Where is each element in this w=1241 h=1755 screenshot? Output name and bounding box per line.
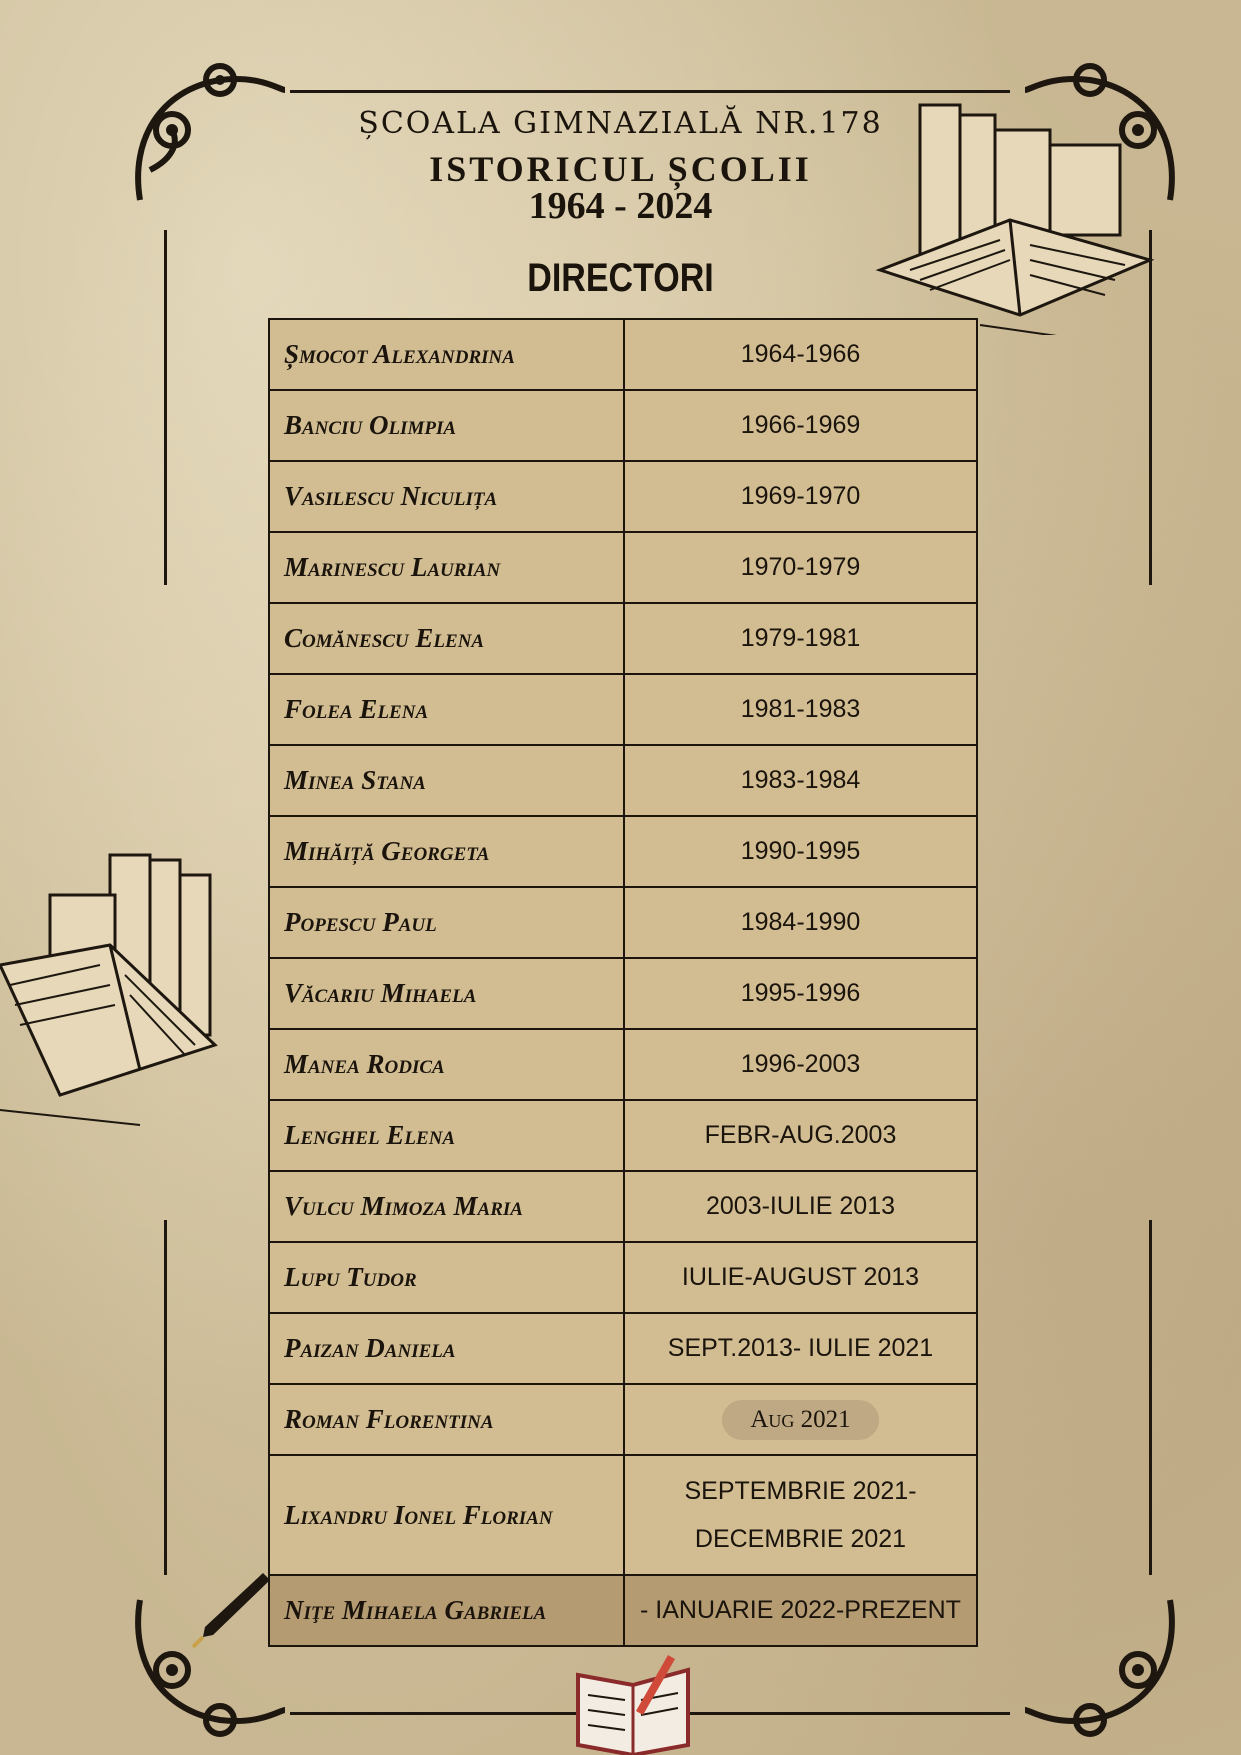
table-row bbox=[269, 1455, 977, 1575]
frame-top-line bbox=[290, 90, 1010, 93]
director-name: Șmocot Alexandrina bbox=[269, 319, 624, 390]
ornament-corner-bottom-right-icon bbox=[1020, 1580, 1190, 1750]
frame-right-line-bottom bbox=[1149, 1220, 1152, 1575]
table-row bbox=[269, 1029, 977, 1100]
notebook-pencil-icon bbox=[573, 1655, 693, 1755]
director-name: Paizan Daniela bbox=[269, 1313, 624, 1384]
director-period: 1964-1966 bbox=[624, 319, 977, 390]
director-period-cell bbox=[624, 1455, 977, 1575]
director-period-cell bbox=[624, 1384, 977, 1455]
director-name: Marinescu Laurian bbox=[269, 532, 624, 603]
table-row bbox=[269, 461, 977, 532]
table-row bbox=[269, 887, 977, 958]
table-row bbox=[269, 603, 977, 674]
history-title: ISTORICUL ȘCOLII bbox=[429, 149, 812, 189]
years-range: 1964 - 2024 bbox=[528, 185, 713, 227]
director-period: FEBR-AUG.2003 bbox=[624, 1100, 977, 1171]
director-period: 1983-1984 bbox=[624, 745, 977, 816]
director-period: 1990-1995 bbox=[624, 816, 977, 887]
table-row bbox=[269, 532, 977, 603]
table-row bbox=[269, 1242, 977, 1313]
director-name: Roman Florentina bbox=[269, 1384, 624, 1455]
table-row bbox=[269, 674, 977, 745]
director-name: Vulcu Mimoza Maria bbox=[269, 1171, 624, 1242]
fountain-pen-icon bbox=[188, 1565, 273, 1650]
director-period: 1970-1979 bbox=[624, 532, 977, 603]
table-row bbox=[269, 1171, 977, 1242]
director-name: Folea Elena bbox=[269, 674, 624, 745]
director-name: Comănescu Elena bbox=[269, 603, 624, 674]
table-row-current bbox=[269, 1575, 977, 1646]
director-name: Mihăiță Georgeta bbox=[269, 816, 624, 887]
director-period: - IANUARIE 2022-PREZENT bbox=[624, 1575, 977, 1646]
director-period: 1996-2003 bbox=[624, 1029, 977, 1100]
table-row bbox=[269, 390, 977, 461]
director-name: Niţe Mihaela Gabriela bbox=[269, 1575, 624, 1646]
director-period: 2003-IULIE 2013 bbox=[624, 1171, 977, 1242]
director-name: Popescu Paul bbox=[269, 887, 624, 958]
table-row bbox=[269, 1100, 977, 1171]
table-row bbox=[269, 1384, 977, 1455]
director-period: 1984-1990 bbox=[624, 887, 977, 958]
director-period: IULIE-AUGUST 2013 bbox=[624, 1242, 977, 1313]
director-period: 1979-1981 bbox=[624, 603, 977, 674]
director-period: 1966-1969 bbox=[624, 390, 977, 461]
director-period: 1995-1996 bbox=[624, 958, 977, 1029]
directors-table bbox=[268, 318, 978, 1647]
director-name: Minea Stana bbox=[269, 745, 624, 816]
director-period-line-1: SEPTEMBRIE 2021- bbox=[684, 1477, 917, 1505]
director-name: Văcariu Mihaela bbox=[269, 958, 624, 1029]
book-stack-left-icon bbox=[0, 845, 240, 1135]
director-name: Lixandru Ionel Florian bbox=[269, 1455, 624, 1575]
director-name: Manea Rodica bbox=[269, 1029, 624, 1100]
director-period-line-2: DECEMBRIE 2021 bbox=[694, 1525, 907, 1553]
director-period: SEPT.2013- IULIE 2021 bbox=[624, 1313, 977, 1384]
director-period: 1981-1983 bbox=[624, 674, 977, 745]
section-title: DIRECTORI bbox=[527, 256, 714, 300]
director-name: Lupu Tudor bbox=[269, 1242, 624, 1313]
director-name: Vasilescu Niculița bbox=[269, 461, 624, 532]
frame-left-line-bottom bbox=[164, 1220, 167, 1575]
director-name: Banciu Olimpia bbox=[269, 390, 624, 461]
table-row bbox=[269, 958, 977, 1029]
director-period: Aug 2021 bbox=[722, 1400, 878, 1440]
table-row bbox=[269, 745, 977, 816]
school-name: ȘCOALA GIMNAZIALĂ NR.178 bbox=[358, 106, 883, 141]
director-name: Lenghel Elena bbox=[269, 1100, 624, 1171]
director-period: 1969-1970 bbox=[624, 461, 977, 532]
table-row bbox=[269, 319, 977, 390]
table-row bbox=[269, 1313, 977, 1384]
table-row bbox=[269, 816, 977, 887]
